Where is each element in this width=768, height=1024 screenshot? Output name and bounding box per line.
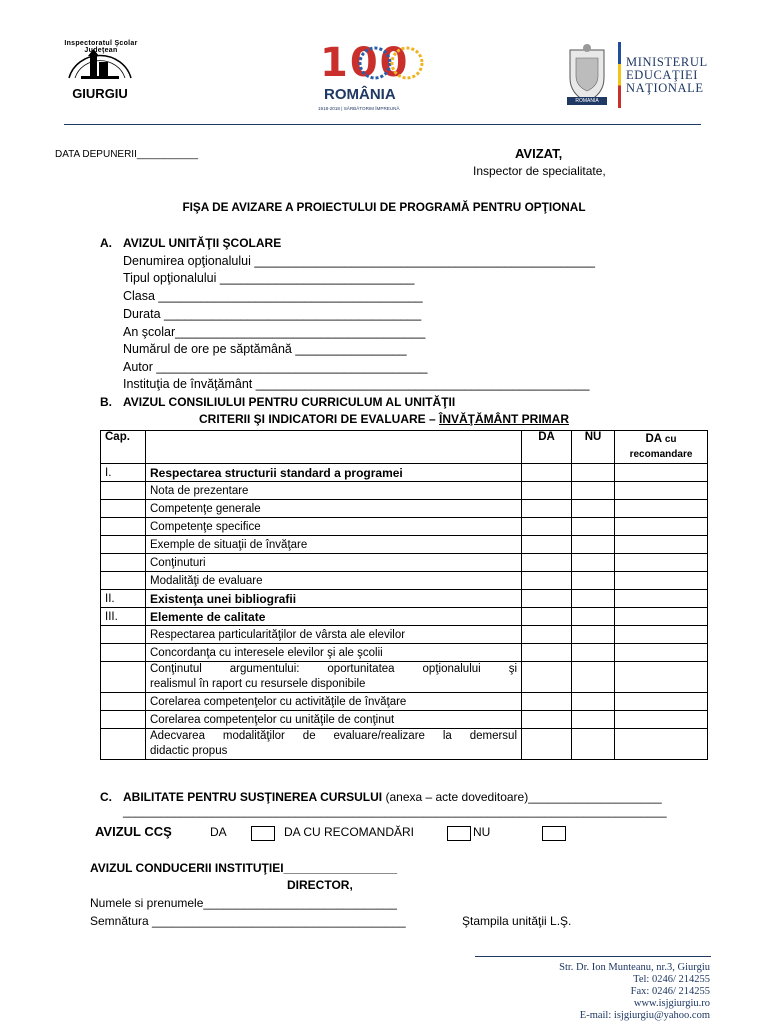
cell-nu[interactable] [572, 500, 615, 518]
row-text: Respectarea particularităţilor de vârsta ale elevilor [146, 626, 522, 644]
criteria-level: ÎNVĂŢĂMÂNT PRIMAR [439, 412, 570, 426]
cell-nu[interactable] [572, 644, 615, 662]
stampila-label: Ştampila unităţii L.Ş. [462, 914, 572, 928]
aviz-ccs-da-label: DA [210, 825, 227, 839]
cell-da[interactable] [522, 590, 572, 608]
aviz-ccs-nu-label: NU [473, 825, 491, 839]
cell-nu[interactable] [572, 518, 615, 536]
ministry-line3: NAŢIONALE [626, 81, 704, 95]
row-text-line1: Conţinutul argumentului: oportunitatea opţionalului şi [150, 663, 517, 675]
cell-nu[interactable] [572, 590, 615, 608]
section-c-title: ABILITATE PENTRU SUSŢINEREA CURSULUI [123, 790, 383, 804]
cell-nu[interactable] [572, 572, 615, 590]
row-cap [101, 536, 146, 554]
aviz-ccs-dacu-checkbox[interactable] [447, 826, 471, 841]
aviz-ccs-dacu-label: DA CU RECOMANDĂRI [284, 825, 415, 839]
row-text-line2: realismul în raport cu resursele disponibile [150, 678, 366, 690]
table-row [101, 536, 708, 554]
cell-nu[interactable] [572, 464, 615, 482]
row-text: Competenţe generale [146, 500, 522, 518]
avizat-title: AVIZAT, [515, 146, 563, 161]
cell-da[interactable] [522, 729, 572, 760]
section-c-line2: _____________________________________________________________________________________ [123, 806, 667, 818]
cell-da[interactable] [522, 554, 572, 572]
row-cap [101, 482, 146, 500]
header-da-rec-recomandare: recomandare [629, 449, 693, 460]
cell-da[interactable] [522, 500, 572, 518]
centenary-country: ROMÂNIA [324, 86, 396, 103]
row-text-line1: Adecvarea modalităţilor de evaluare/realizare la demersul [150, 730, 517, 742]
cell-da-rec[interactable] [615, 554, 708, 572]
cell-da-rec[interactable] [615, 626, 708, 644]
cell-da-rec[interactable] [615, 644, 708, 662]
cell-da[interactable] [522, 644, 572, 662]
table-row [101, 554, 708, 572]
row-cap [101, 500, 146, 518]
criteria-table [100, 430, 708, 760]
cell-da-rec[interactable] [615, 482, 708, 500]
row-cap [101, 693, 146, 711]
row-text: Nota de prezentare [146, 482, 522, 500]
cell-nu[interactable] [572, 482, 615, 500]
centenary-tagline: 1918-2018 | SĂRBĂTORIM ÎMPREUNĂ [318, 106, 400, 111]
table-row [101, 500, 708, 518]
table-header-row [101, 431, 708, 464]
header-da: DA [522, 431, 572, 464]
cell-da-rec[interactable] [615, 536, 708, 554]
row-cap [101, 711, 146, 729]
ministry-line2: EDUCAŢIEI [626, 68, 699, 82]
header-da-rec-cu: cu [664, 434, 677, 445]
cell-da-rec[interactable] [615, 464, 708, 482]
aviz-ccs-label: AVIZUL CCŞ [95, 824, 172, 839]
section-c-note: (anexa – acte doveditoare)____________________ [385, 790, 662, 804]
header-blank [146, 431, 522, 464]
row-cap [101, 572, 146, 590]
aviz-conducere-label: AVIZUL CONDUCERII INSTITUŢIEI_________________ [90, 861, 398, 875]
criteria-prefix: CRITERII ŞI INDICATORI DE EVALUARE – [198, 412, 440, 426]
isj-city: GIURGIU [72, 86, 128, 101]
row-text: Respectarea structurii standard a programei [146, 464, 522, 482]
table-row [101, 693, 708, 711]
row-cap [101, 554, 146, 572]
cell-da-rec[interactable] [615, 572, 708, 590]
header-da-rec [615, 431, 708, 464]
cell-da[interactable] [522, 482, 572, 500]
footer-tel: Tel: 0246/ 214255 [633, 974, 710, 985]
ministry-name [626, 56, 708, 95]
cell-da[interactable] [522, 693, 572, 711]
footer-email[interactable]: E-mail: isjgiurgiu@yahoo.com [579, 1010, 710, 1021]
cell-da[interactable] [522, 572, 572, 590]
row-cap [101, 729, 146, 760]
section-c-letter: C. [100, 790, 112, 804]
cell-da-rec[interactable] [615, 729, 708, 760]
field-autor: Autor _______________________________________ [123, 360, 428, 374]
avizat-subtitle: Inspector de specialitate, [473, 164, 606, 178]
cell-da-rec[interactable] [615, 518, 708, 536]
cell-da[interactable] [522, 626, 572, 644]
section-b-title: AVIZUL CONSILIULUI PENTRU CURRICULUM AL UNITĂŢII [123, 395, 456, 409]
section-b-letter: B. [100, 395, 112, 409]
centenary-number: 100 [320, 40, 410, 86]
semnatura-field: Semnătura ______________________________________ [90, 914, 406, 928]
row-text-line2: didactic propus [150, 745, 228, 757]
row-text: Corelarea competenţelor cu activităţile de învăţare [146, 693, 522, 711]
cell-nu[interactable] [572, 711, 615, 729]
centenary-logo [314, 40, 424, 118]
aviz-ccs-nu-checkbox[interactable] [542, 826, 566, 841]
table-row [101, 626, 708, 644]
cell-da-rec[interactable] [615, 662, 708, 693]
cell-da-rec[interactable] [615, 608, 708, 626]
table-row [101, 518, 708, 536]
table-row [101, 482, 708, 500]
row-cap [101, 626, 146, 644]
aviz-ccs-da-checkbox[interactable] [251, 826, 275, 841]
field-denumirea: Denumirea opţionalului _________________________________________________ [123, 254, 595, 268]
ministry-logo [562, 42, 712, 112]
criteria-heading [0, 412, 768, 426]
section-a-letter: A. [100, 236, 112, 250]
ministry-line1: MINISTERUL [626, 55, 708, 69]
header-divider [64, 124, 701, 125]
field-clasa: Clasa ______________________________________ [123, 289, 423, 303]
table-row [101, 608, 708, 626]
field-an-scolar: An şcolar____________________________________ [123, 325, 426, 339]
cell-da-rec[interactable] [615, 711, 708, 729]
header-da-rec-main: DA [645, 433, 662, 445]
cell-da[interactable] [522, 662, 572, 693]
cell-da-rec[interactable] [615, 693, 708, 711]
form-title: FIŞA DE AVIZARE A PROIECTULUI DE PROGRAMĂ PENTRU OPŢIONAL [182, 200, 586, 214]
crest-label: ROMANIA [567, 97, 607, 105]
field-tipul: Tipul opţionalului ____________________________ [123, 271, 415, 285]
table-row [101, 711, 708, 729]
centenary-rings-icon [358, 44, 424, 82]
data-depunerii: DATA DEPUNERII___________ [55, 149, 199, 160]
ministry-divider [618, 42, 621, 108]
cell-nu[interactable] [572, 536, 615, 554]
table-row [101, 590, 708, 608]
row-text: Competenţe specifice [146, 518, 522, 536]
row-text: Existenţa unei bibliografii [146, 590, 522, 608]
row-text: Concordanţa cu interesele elevilor şi ale şcolii [146, 644, 522, 662]
row-text: Elemente de calitate [146, 608, 522, 626]
row-cap [101, 518, 146, 536]
cell-da[interactable] [522, 711, 572, 729]
cell-nu[interactable] [572, 626, 615, 644]
row-cap [101, 662, 146, 693]
row-text [146, 662, 522, 693]
row-text: Exemple de situaţii de învăţare [146, 536, 522, 554]
footer-web[interactable]: www.isjgiurgiu.ro [633, 998, 710, 1009]
section-a-title: AVIZUL UNITĂŢII ŞCOLARE [123, 236, 282, 250]
table-row [101, 464, 708, 482]
table-row [101, 729, 708, 760]
field-ore: Numărul de ore pe săptămână ________________ [123, 342, 407, 356]
footer-contact [559, 962, 710, 1022]
cell-nu[interactable] [572, 608, 615, 626]
table-row [101, 662, 708, 693]
row-cap: I. [101, 464, 146, 482]
isj-logo [55, 40, 145, 104]
cell-nu[interactable] [572, 554, 615, 572]
header-cap: Cap. [101, 431, 146, 464]
table-row [101, 644, 708, 662]
director-label: DIRECTOR, [287, 878, 353, 892]
field-institutia: Instituţia de învăţământ ________________________________________________ [123, 377, 590, 391]
row-text: Modalităţi de evaluare [146, 572, 522, 590]
cell-da[interactable] [522, 518, 572, 536]
cell-da-rec[interactable] [615, 500, 708, 518]
cell-nu[interactable] [572, 662, 615, 693]
cell-da[interactable] [522, 464, 572, 482]
row-text: Corelarea competenţelor cu unităţile de conţinut [146, 711, 522, 729]
row-cap: II. [101, 590, 146, 608]
cell-da[interactable] [522, 536, 572, 554]
numele-field: Numele si prenumele_____________________________ [90, 896, 397, 910]
header-nu: NU [572, 431, 615, 464]
cell-nu[interactable] [572, 693, 615, 711]
row-cap: III. [101, 608, 146, 626]
table-row [101, 572, 708, 590]
row-text: Conţinuturi [146, 554, 522, 572]
row-text [146, 729, 522, 760]
cell-da-rec[interactable] [615, 590, 708, 608]
row-cap [101, 644, 146, 662]
cell-nu[interactable] [572, 729, 615, 760]
cell-da[interactable] [522, 608, 572, 626]
section-c-line [123, 790, 662, 804]
isj-ring-text: Inspectoratul Şcolar Judeţean [64, 40, 138, 54]
footer-divider [475, 956, 711, 957]
footer-fax: Fax: 0246/ 214255 [630, 986, 710, 997]
footer-address: Str. Dr. Ion Munteanu, nr.3, Giurgiu [559, 962, 710, 973]
field-durata: Durata _____________________________________ [123, 307, 422, 321]
